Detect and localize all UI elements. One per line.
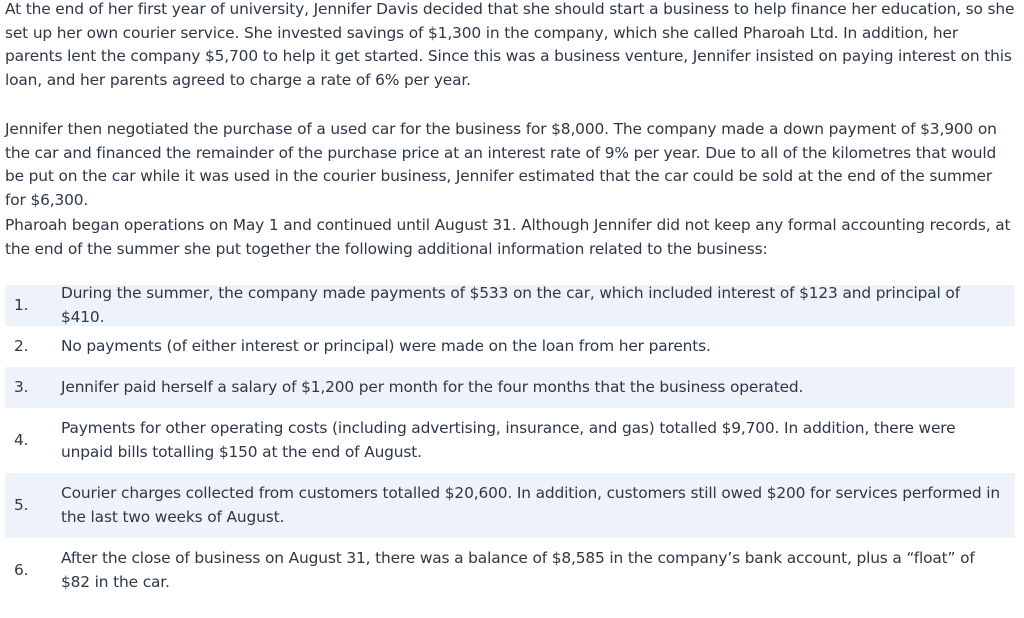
list-item-text: Courier charges collected from customers totalled $20,600. In addition, customers still owed $200 for services performed in the last two weeks of August. <box>61 484 1001 526</box>
list-item-number: 3. <box>14 377 29 396</box>
list-item <box>5 408 1015 473</box>
list-item <box>5 538 1015 603</box>
list-item-text: After the close of business on August 31, there was a balance of $8,585 in the company’s bank account, plus a “float” of $82 in the car. <box>61 549 975 591</box>
list-item <box>5 285 1015 326</box>
list-item-number: 1. <box>14 295 29 314</box>
car-purchase-paragraph: Jennifer then negotiated the purchase of a used car for the business for $8,000. The company made a down payment of $3,900 on the car and financed the remainder of the purchase price at an interest rate of 9% per year. Due to all of the kilometres that would be put on the car while it was used in the courier business, Jennifer estimated that the car could be sold at the end of the summer for $6,300. <box>5 120 997 209</box>
operations-paragraph: Pharoah began operations on May 1 and continued until August 31. Although Jennifer did not keep any formal accounting records, at the end of the summer she put together the following additional information related to the business: <box>5 216 1011 258</box>
list-item <box>5 473 1015 538</box>
list-item-text: No payments (of either interest or principal) were made on the loan from her parents. <box>61 336 711 355</box>
list-item <box>5 326 1015 367</box>
list-item-text: During the summer, the company made payments of $533 on the car, which included interest of $123 and principal of $410. <box>61 284 960 326</box>
list-item-text: Jennifer paid herself a salary of $1,200 per month for the four months that the business operated. <box>61 377 804 396</box>
intro-paragraph: At the end of her first year of university, Jennifer Davis decided that she should start a business to help finance her education, so she set up her own courier service. She invested savings of $1,300 in the company, which she called Pharoah Ltd. In addition, her parents lent the company $5,700 to help it get started. Since this was a business venture, Jennifer insisted on paying interest on this loan, and her parents agreed to charge a rate of 6% per year. <box>5 0 1015 89</box>
list-item <box>5 367 1015 408</box>
list-item-number: 6. <box>14 560 29 579</box>
list-item-number: 4. <box>14 430 29 449</box>
list-item-number: 2. <box>14 336 29 355</box>
list-item-text: Payments for other operating costs (including advertising, insurance, and gas) totalled $9,700. In addition, there were unpaid bills totalling $150 at the end of August. <box>61 419 956 461</box>
list-item-number: 5. <box>14 495 29 514</box>
information-list <box>5 285 1015 603</box>
